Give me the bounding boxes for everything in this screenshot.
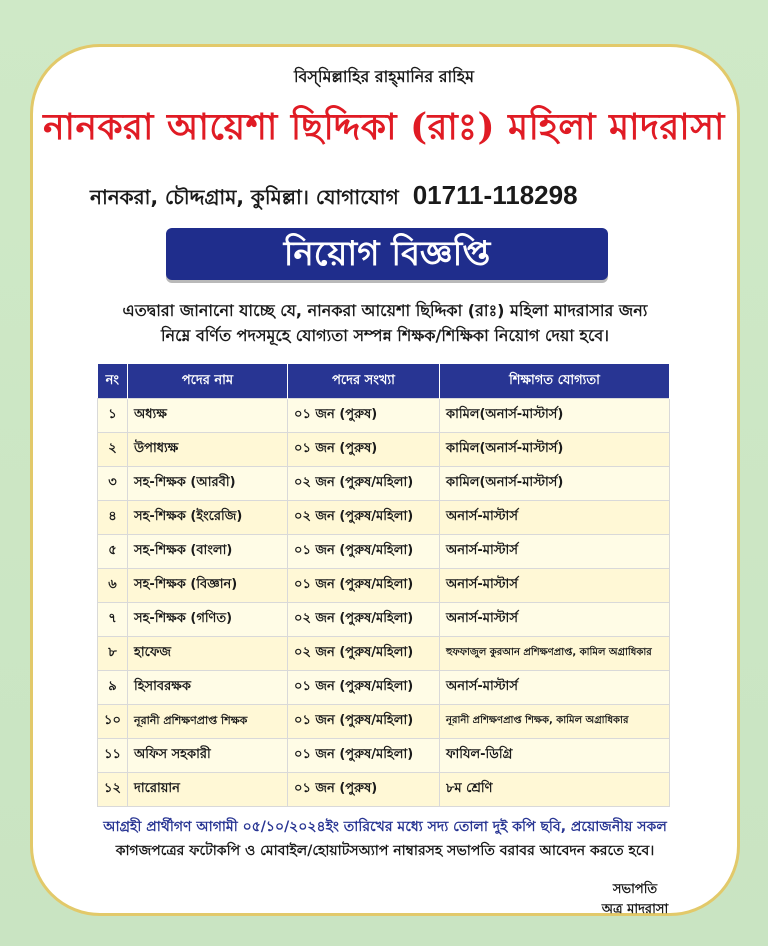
row-serial: ৬ bbox=[98, 569, 128, 603]
row-qualification: অনার্স-মাস্টার্স bbox=[440, 671, 670, 705]
row-post: হিসাবরক্ষক bbox=[128, 671, 288, 705]
row-post: সহ-শিক্ষক (ইংরেজি) bbox=[128, 501, 288, 535]
table-row bbox=[98, 433, 670, 467]
row-post: নূরানী প্রশিক্ষণপ্রাপ্ত শিক্ষক bbox=[128, 705, 288, 739]
phone-number: 01711-118298 bbox=[412, 180, 578, 210]
row-post: সহ-শিক্ষক (বাংলা) bbox=[128, 535, 288, 569]
instructions-line-2: কাগজপত্রের ফটোকপি ও মোবাইল/হোয়াটসঅ্যাপ নাম্বারসহ সভাপতি বরাবর আবেদন করতে হবে। bbox=[115, 843, 655, 859]
row-post: অধ্যক্ষ bbox=[128, 399, 288, 433]
row-post: হাফেজ bbox=[128, 637, 288, 671]
row-count: ০১ জন (পুরুষ/মহিলা) bbox=[288, 535, 440, 569]
table-row bbox=[98, 569, 670, 603]
row-count: ০১ জন (পুরুষ/মহিলা) bbox=[288, 739, 440, 773]
madrasa-title: নানকরা আয়েশা ছিদ্দিকা (রাঃ) মহিলা মাদরাসা bbox=[43, 106, 725, 148]
table-row bbox=[98, 671, 670, 705]
row-post: সহ-শিক্ষক (গণিত) bbox=[128, 603, 288, 637]
table-header-row bbox=[98, 364, 670, 399]
row-count: ০২ জন (পুরুষ/মহিলা) bbox=[288, 603, 440, 637]
table-row bbox=[98, 603, 670, 637]
row-qualification: ফাযিল-ডিগ্রি bbox=[440, 739, 670, 773]
row-count: ০১ জন (পুরুষ) bbox=[288, 433, 440, 467]
posts-table bbox=[97, 364, 670, 807]
row-count: ০২ জন (পুরুষ/মহিলা) bbox=[288, 501, 440, 535]
row-serial: ৪ bbox=[98, 501, 128, 535]
row-serial: ৯ bbox=[98, 671, 128, 705]
table-row bbox=[98, 705, 670, 739]
address-line bbox=[90, 180, 690, 216]
row-count: ০২ জন (পুরুষ/মহিলা) bbox=[288, 467, 440, 501]
row-count: ০১ জন (পুরুষ/মহিলা) bbox=[288, 705, 440, 739]
address-text: নানকরা, চৌদ্দগ্রাম, কুমিল্লা। যোগাযোগ bbox=[90, 185, 399, 209]
row-count: ০১ জন (পুরুষ/মহিলা) bbox=[288, 671, 440, 705]
row-post: দারোয়ান bbox=[128, 773, 288, 807]
header-count: পদের সংখ্যা bbox=[288, 364, 440, 399]
signature-org: অত্র মাদরাসা bbox=[601, 902, 669, 917]
row-qualification: হুফফাজুল কুরআন প্রশিক্ষণপ্রাপ্ত, কামিল অগ্রাধিকার bbox=[440, 637, 670, 671]
instructions-line-1: আগ্রহী প্রার্থীগণ আগামী ০৫/১০/২০২৪ইং তারিখের মধ্যে সদ্য তোলা দুই কপি ছবি, প্রয়োজনীয় সকল bbox=[103, 819, 667, 835]
signature-block bbox=[560, 880, 710, 920]
bismillah-text: বিস্‌মিল্লাহির রাহ্‌মানির রাহিম bbox=[293, 67, 475, 86]
row-qualification: কামিল(অনার্স-মাস্টার্স) bbox=[440, 399, 670, 433]
row-qualification: কামিল(অনার্স-মাস্টার্স) bbox=[440, 433, 670, 467]
row-serial: ৫ bbox=[98, 535, 128, 569]
row-qualification: নূরানী প্রশিক্ষণপ্রাপ্ত শিক্ষক, কামিল অগ্রাধিকার bbox=[440, 705, 670, 739]
intro-line-1: এতদ্বারা জানানো যাচ্ছে যে, নানকরা আয়েশা ছিদ্দিকা (রাঃ) মহিলা মাদরাসার জন্য bbox=[122, 301, 648, 320]
row-post: উপাধ্যক্ষ bbox=[128, 433, 288, 467]
row-qualification: কামিল(অনার্স-মাস্টার্স) bbox=[440, 467, 670, 501]
intro-line-2: নিম্নে বর্ণিত পদসমূহে যোগ্যতা সম্পন্ন শিক্ষক/শিক্ষিকা নিয়োগ দেয়া হবে। bbox=[160, 326, 610, 345]
row-serial: ৭ bbox=[98, 603, 128, 637]
header-post: পদের নাম bbox=[128, 364, 288, 399]
table-row bbox=[98, 637, 670, 671]
table-row bbox=[98, 501, 670, 535]
row-post: সহ-শিক্ষক (বিজ্ঞান) bbox=[128, 569, 288, 603]
row-count: ০১ জন (পুরুষ) bbox=[288, 399, 440, 433]
row-qualification: অনার্স-মাস্টার্স bbox=[440, 535, 670, 569]
row-serial: ৩ bbox=[98, 467, 128, 501]
row-serial: ১০ bbox=[98, 705, 128, 739]
row-count: ০২ জন (পুরুষ/মহিলা) bbox=[288, 637, 440, 671]
row-qualification: অনার্স-মাস্টার্স bbox=[440, 501, 670, 535]
row-post: সহ-শিক্ষক (আরবী) bbox=[128, 467, 288, 501]
table-row bbox=[98, 739, 670, 773]
row-qualification: অনার্স-মাস্টার্স bbox=[440, 569, 670, 603]
row-serial: ১২ bbox=[98, 773, 128, 807]
row-qualification: ৮ম শ্রেণি bbox=[440, 773, 670, 807]
row-post: অফিস সহকারী bbox=[128, 739, 288, 773]
table-row bbox=[98, 773, 670, 807]
header-qualification: শিক্ষাগত যোগ্যতা bbox=[440, 364, 670, 399]
table-row bbox=[98, 467, 670, 501]
table-row bbox=[98, 399, 670, 433]
intro-text bbox=[60, 298, 710, 348]
row-serial: ২ bbox=[98, 433, 128, 467]
signature-role: সভাপতি bbox=[612, 882, 658, 897]
row-count: ০১ জন (পুরুষ/মহিলা) bbox=[288, 569, 440, 603]
recruitment-banner: নিয়োগ বিজ্ঞপ্তি bbox=[166, 228, 608, 280]
row-count: ০১ জন (পুরুষ) bbox=[288, 773, 440, 807]
application-instructions bbox=[70, 815, 700, 863]
row-serial: ৮ bbox=[98, 637, 128, 671]
header-serial: নং bbox=[98, 364, 128, 399]
table-row bbox=[98, 535, 670, 569]
row-serial: ১১ bbox=[98, 739, 128, 773]
row-serial: ১ bbox=[98, 399, 128, 433]
row-qualification: অনার্স-মাস্টার্স bbox=[440, 603, 670, 637]
